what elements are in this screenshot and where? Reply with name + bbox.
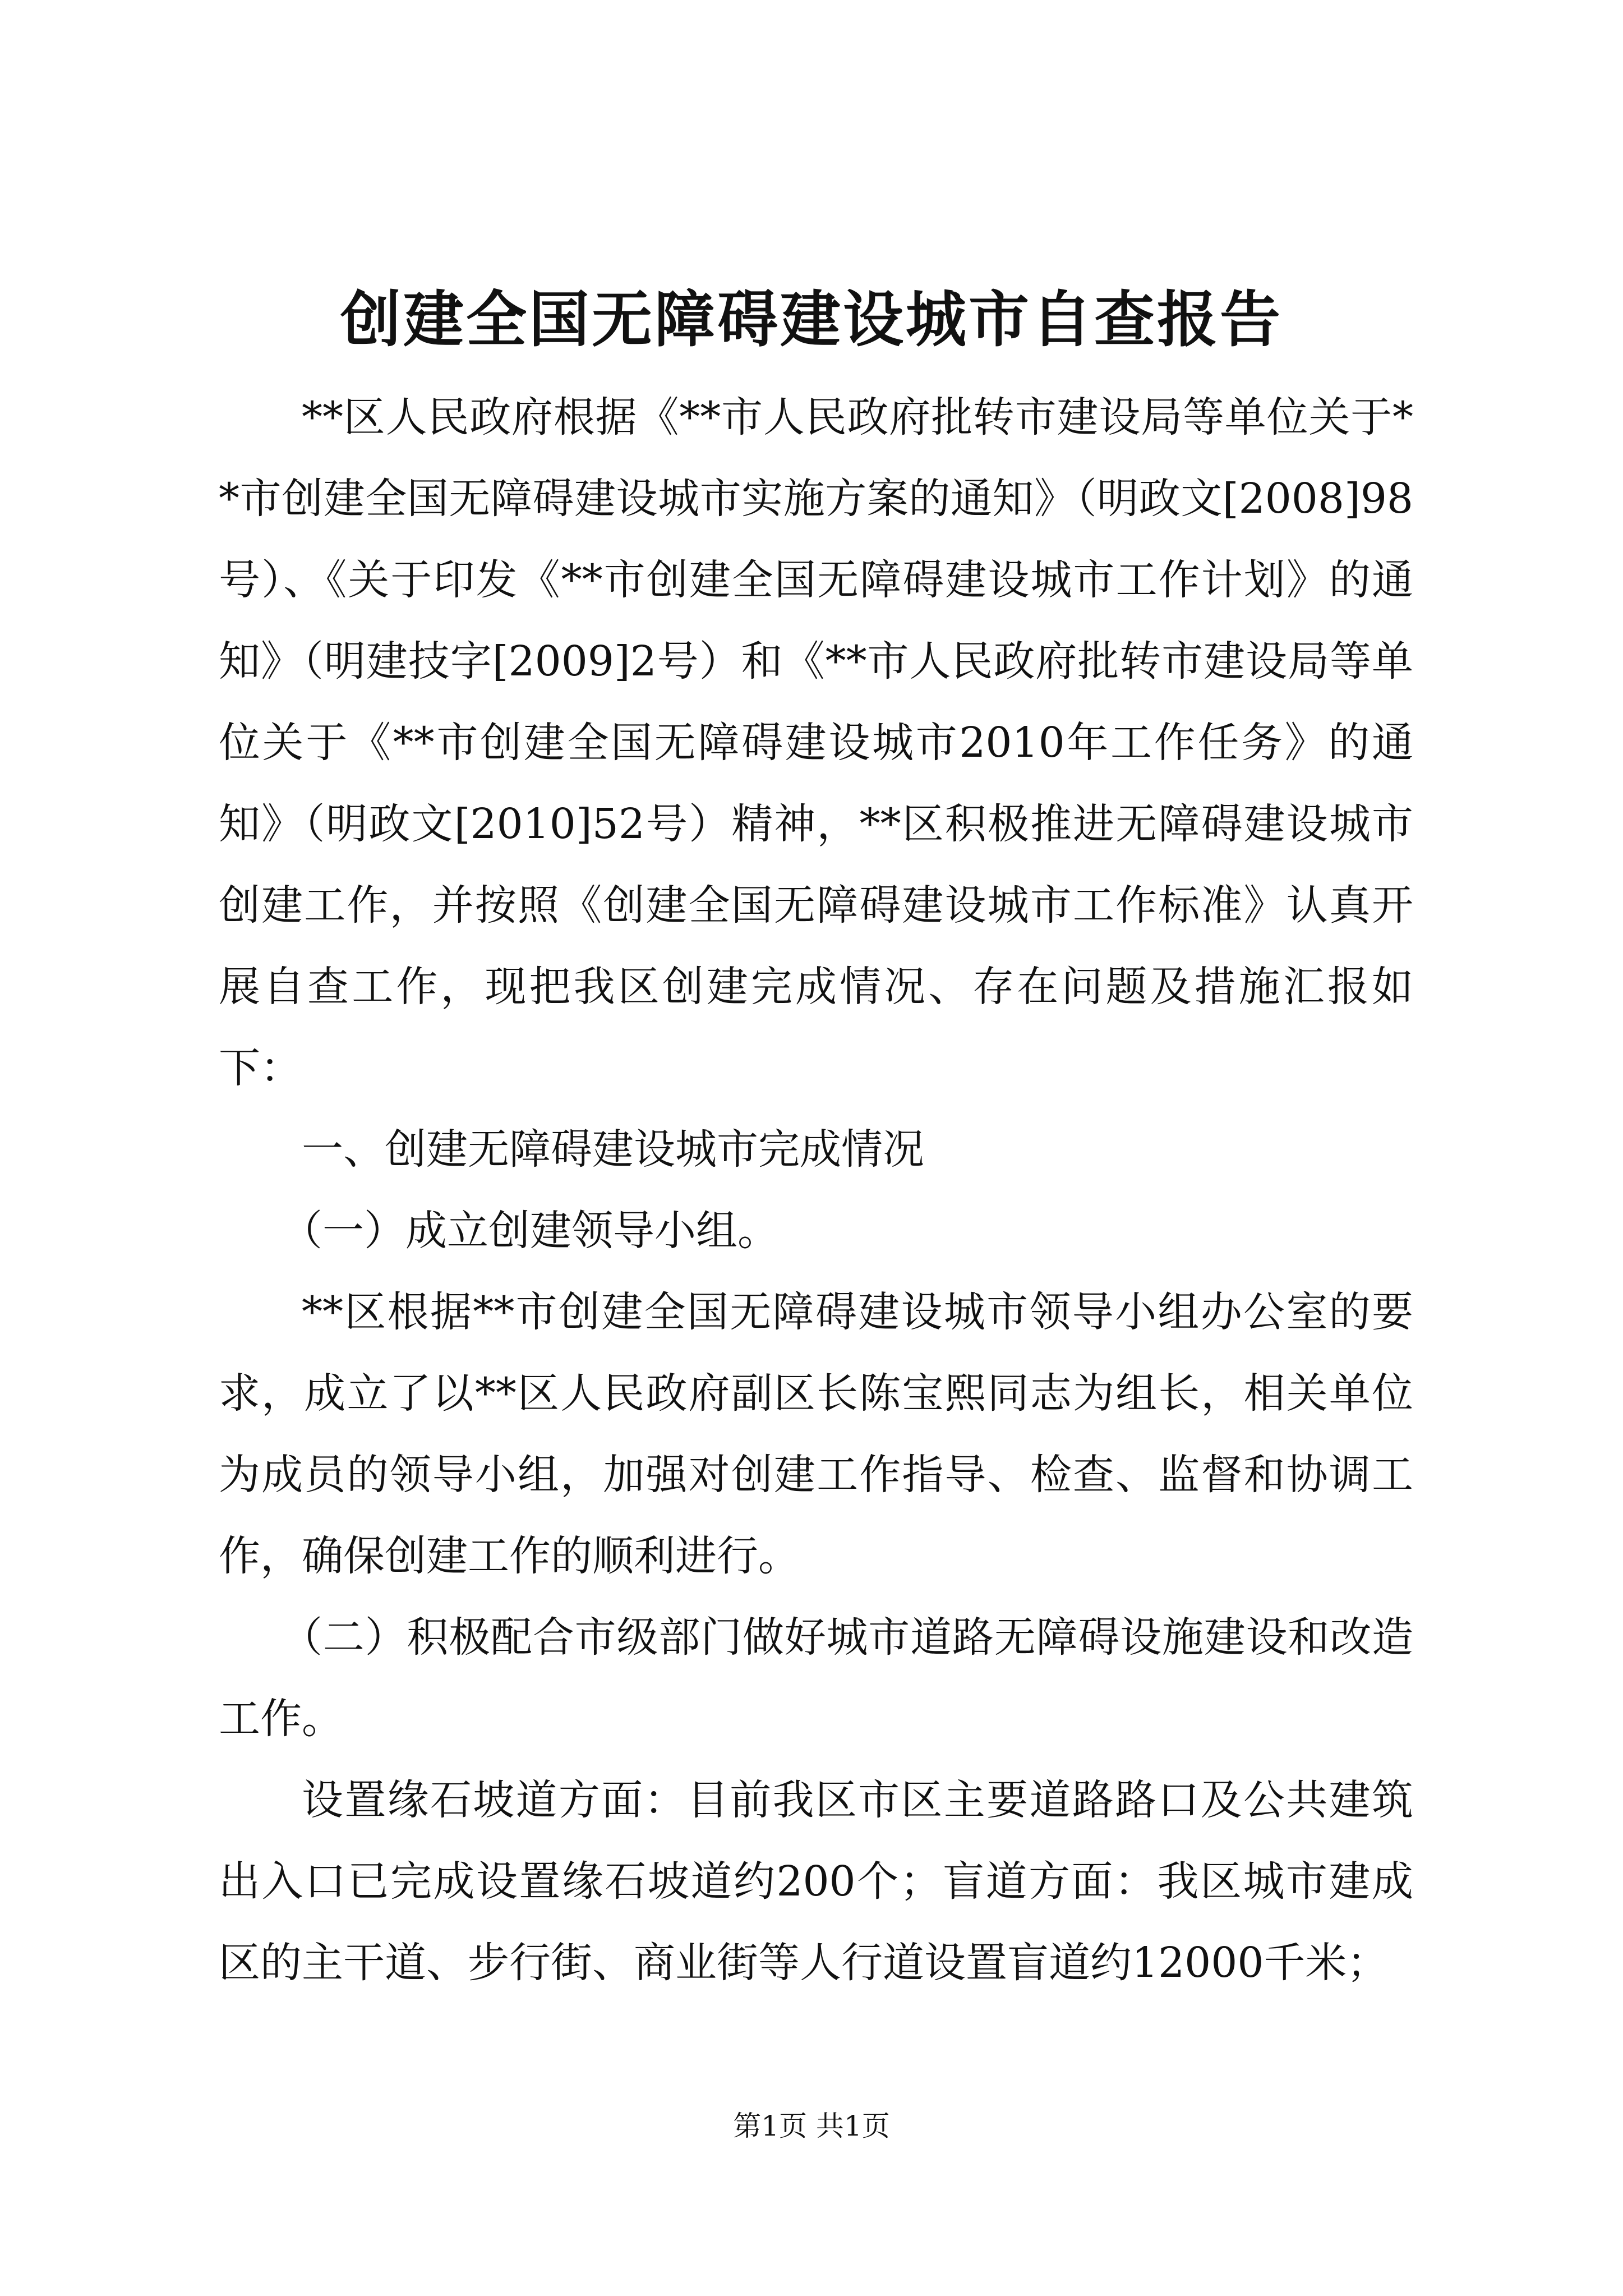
section-heading-1: 一、创建无障碍建设城市完成情况 [302,1125,924,1174]
subsection-heading-1: （一）成立创建领导小组。 [281,1207,779,1255]
page-footer: 第1页 共1页 [733,2110,890,2142]
document-body [219,377,1413,2004]
paragraph-intro: **区人民政府根据《**市人民政府批转市建设局等单位关于**市创建全国无障碍建设城市实施方案的通知》（明政文[2008]98号）、《关于印发《**市创建全国无障碍建设城市工作计划》的通知》（明建技字[2009]2号）和《**市人民政府批转市建设局等单位关于《**市创建全国无障碍建设城市2010年工作任务》的通知》（明政文[2010]52号）精神，**区积极推进无障碍建设城市创建工作，并按照《创建全国无障碍建设城市工作标准》认真开展自查工作，现把我区创建完成情况、存在问题及措施汇报如下： [219,393,1413,1092]
document-title: 创建全国无障碍建设城市自查报告 [340,284,1283,355]
paragraph-curb-ramps: 设置缘石坡道方面：目前我区市区主要道路路口及公共建筑出入口已完成设置缘石坡道约200个；盲道方面：我区城市建成区的主干道、步行街、商业街等人行道设置盲道约12000千米； [219,1776,1413,1987]
subsection-heading-2: （二）积极配合市级部门做好城市道路无障碍设施建设和改造工作。 [219,1613,1413,1743]
paragraph-leadership-group: **区根据**市创建全国无障碍建设城市领导小组办公室的要求，成立了以**区人民政府副区长陈宝熙同志为组长，相关单位为成员的领导小组，加强对创建工作指导、检查、监督和协调工作，确保创建工作的顺利进行。 [219,1288,1413,1580]
